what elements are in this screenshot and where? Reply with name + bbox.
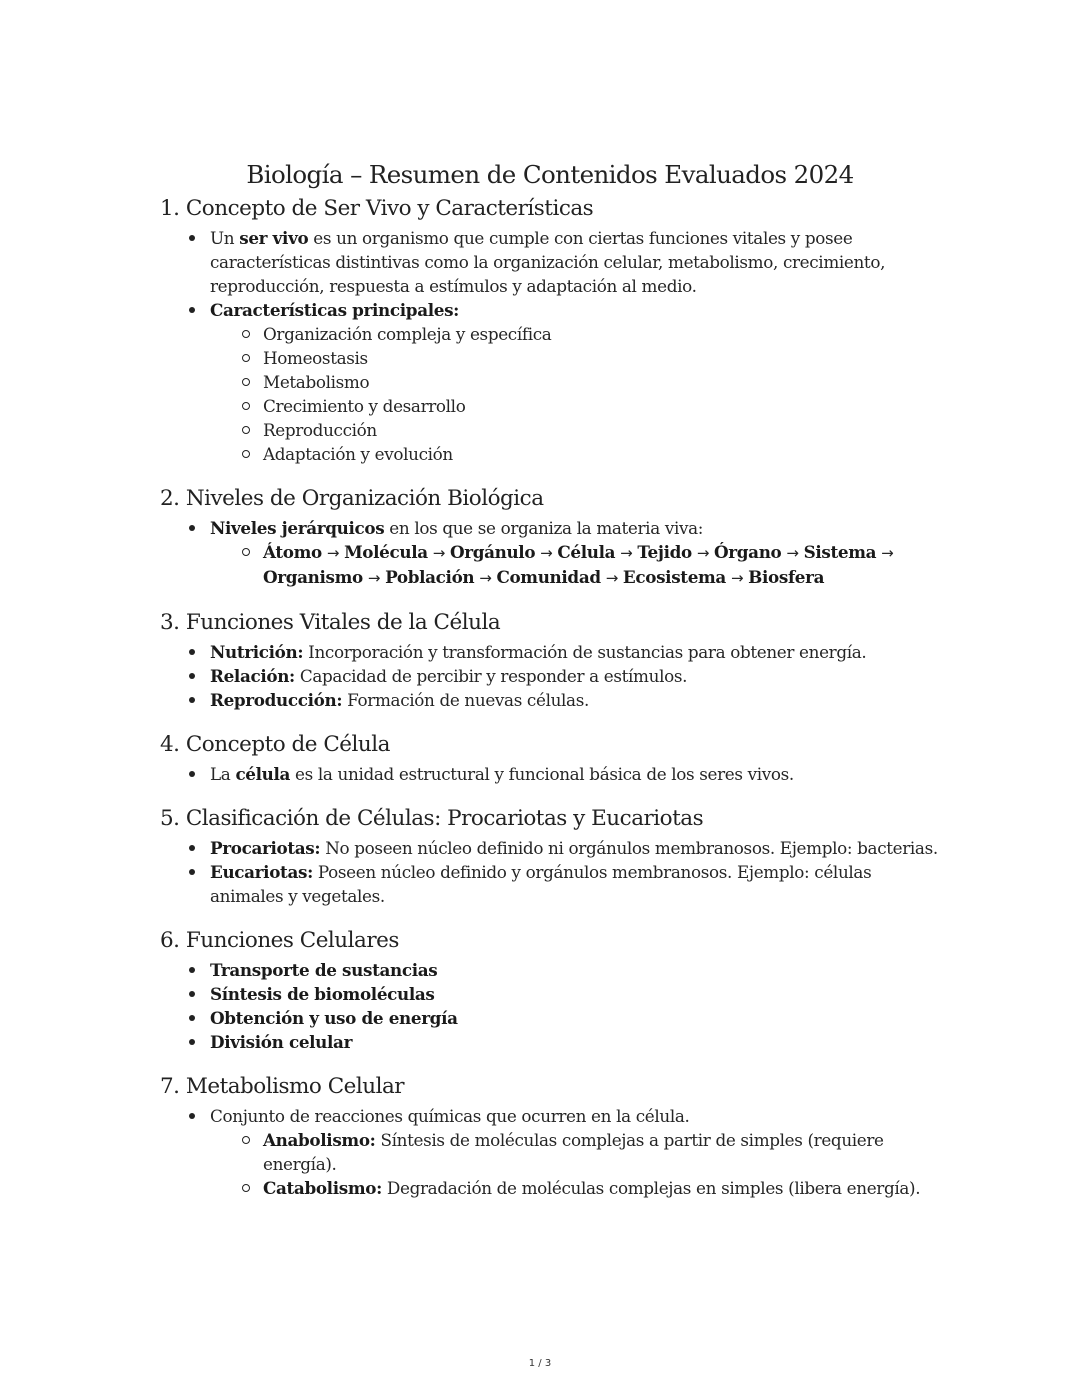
section-heading: 1. Concepto de Ser Vivo y Características bbox=[160, 196, 594, 221]
page-number: 1 / 3 bbox=[528, 1358, 552, 1369]
sub-list-item: Crecimiento y desarrollo bbox=[210, 394, 940, 418]
section-heading: 6. Funciones Celulares bbox=[160, 928, 399, 953]
document-title: Biología – Resumen de Contenidos Evaluados 2024 bbox=[246, 160, 854, 189]
list-item: Síntesis de biomoléculas bbox=[160, 982, 940, 1006]
section-5 bbox=[160, 804, 940, 908]
section-heading: 2. Niveles de Organización Biológica bbox=[160, 486, 544, 511]
organization-levels: Átomo → Molécula → Orgánulo → Célula → Tejido → Órgano → Sistema → Organismo → Población → Comunidad → Ecosistema → Biosfera bbox=[210, 540, 940, 590]
section-3 bbox=[160, 608, 940, 712]
list-item: Transporte de sustancias bbox=[160, 958, 940, 982]
section-heading: 4. Concepto de Célula bbox=[160, 732, 390, 757]
list-item: Niveles jerárquicos en los que se organiza la materia viva: Átomo → Molécula → Orgánulo → Célula → Tejido → Órgano → Sistema → Organismo → Población → Comunidad → Ecosistema → Biosfera bbox=[160, 516, 940, 590]
section-7 bbox=[160, 1072, 940, 1200]
sub-list-item: Metabolismo bbox=[210, 370, 940, 394]
list-item: Un ser vivo es un organismo que cumple con ciertas funciones vitales y posee características distintivas como la organización celular, metabolismo, crecimiento, reproducción, respuesta a estímulos y adaptación al medio. bbox=[160, 226, 940, 298]
list-item: La célula es la unidad estructural y funcional básica de los seres vivos. bbox=[160, 762, 940, 786]
list-item: Reproducción: Formación de nuevas células. bbox=[160, 688, 940, 712]
sub-list-item: Catabolismo: Degradación de moléculas complejas en simples (libera energía). bbox=[210, 1176, 940, 1200]
sub-list-item: Anabolismo: Síntesis de moléculas complejas a partir de simples (requiere energía). bbox=[210, 1128, 940, 1176]
section-heading: 3. Funciones Vitales de la Célula bbox=[160, 610, 501, 635]
section-4 bbox=[160, 730, 940, 786]
section-heading: 5. Clasificación de Células: Procariotas y Eucariotas bbox=[160, 806, 704, 831]
list-item: Eucariotas: Poseen núcleo definido y orgánulos membranosos. Ejemplo: células animales y vegetales. bbox=[160, 860, 940, 908]
list-item: Características principales: Organización compleja y específica Homeostasis Metabolismo Crecimiento y desarrollo Reproducción Adaptación y evolución bbox=[160, 298, 940, 466]
section-heading: 7. Metabolismo Celular bbox=[160, 1074, 405, 1099]
sub-list-item: Homeostasis bbox=[210, 346, 940, 370]
list-item: Relación: Capacidad de percibir y responder a estímulos. bbox=[160, 664, 940, 688]
section-6 bbox=[160, 926, 940, 1054]
sub-list-item: Adaptación y evolución bbox=[210, 442, 940, 466]
sub-list-item: Reproducción bbox=[210, 418, 940, 442]
list-item: Obtención y uso de energía bbox=[160, 1006, 940, 1030]
section-2 bbox=[160, 484, 940, 590]
section-1 bbox=[160, 194, 940, 466]
list-item: División celular bbox=[160, 1030, 940, 1054]
list-item: Conjunto de reacciones químicas que ocurren en la célula. Anabolismo: Síntesis de moléculas complejas a partir de simples (requiere energía). Catabolismo: Degradación de moléculas complejas en simples (libera energía). bbox=[160, 1104, 940, 1200]
sub-list-item: Organización compleja y específica bbox=[210, 322, 940, 346]
document-page bbox=[160, 158, 940, 1218]
list-item: Nutrición: Incorporación y transformación de sustancias para obtener energía. bbox=[160, 640, 940, 664]
list-item: Procariotas: No poseen núcleo definido ni orgánulos membranosos. Ejemplo: bacterias. bbox=[160, 836, 940, 860]
